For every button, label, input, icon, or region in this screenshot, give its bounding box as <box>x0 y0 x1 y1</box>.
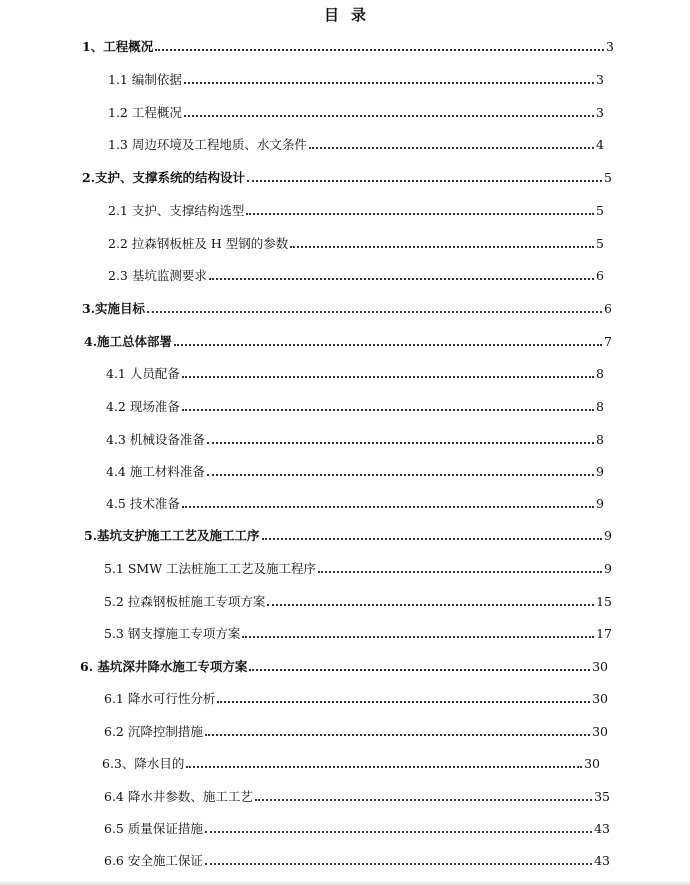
toc-entry[interactable] <box>104 686 608 708</box>
dot-leader <box>207 442 594 444</box>
toc-entry[interactable] <box>80 654 608 676</box>
toc-entry-label: 5.基坑支护施工工艺及施工工序 <box>84 528 260 543</box>
dot-leader <box>217 701 590 703</box>
toc-entry[interactable] <box>102 751 600 773</box>
toc-entry-page: 8 <box>596 366 604 381</box>
toc-entry-page: 7 <box>604 334 612 349</box>
toc-entry-page: 6 <box>596 268 604 283</box>
toc-entry[interactable] <box>106 394 604 416</box>
toc-entry-label: 6.1 降水可行性分析 <box>104 691 216 706</box>
toc-entry-page: 30 <box>584 756 600 771</box>
dot-leader <box>186 766 582 768</box>
toc-entry-page: 9 <box>604 561 612 576</box>
toc-entry-page: 43 <box>594 821 610 836</box>
toc-title: 目录 <box>323 6 378 24</box>
dot-leader <box>209 278 594 280</box>
toc-entry-page: 35 <box>594 789 610 804</box>
toc-entry[interactable] <box>108 67 604 89</box>
toc-entry[interactable] <box>82 34 614 56</box>
toc-entry[interactable] <box>106 459 604 481</box>
toc-entry[interactable] <box>108 263 604 285</box>
toc-entry[interactable] <box>106 491 604 513</box>
dot-leader <box>262 538 602 540</box>
toc-entry[interactable] <box>108 231 604 253</box>
toc-entry[interactable] <box>104 784 610 806</box>
toc-entry-label: 2.2 拉森钢板桩及 H 型钢的参数 <box>108 236 289 251</box>
toc-entry-label: 2.1 支护、支撑结构选型 <box>108 203 245 218</box>
toc-entry[interactable] <box>104 816 610 838</box>
toc-entry[interactable] <box>104 719 608 741</box>
toc-entry[interactable] <box>84 523 612 545</box>
dot-leader <box>205 734 590 736</box>
toc-entry-page: 5 <box>596 203 604 218</box>
toc-entry-page: 9 <box>596 496 604 511</box>
toc-entry-page: 3 <box>606 39 614 54</box>
toc-entry-page: 30 <box>592 659 608 674</box>
toc-entry-label: 1.2 工程概况 <box>108 105 182 120</box>
dot-leader <box>155 49 604 51</box>
toc-entry-page: 3 <box>596 105 604 120</box>
dot-leader <box>246 213 594 215</box>
toc-entry-label: 6.3、降水目的 <box>102 756 185 771</box>
toc-entry-label: 6. 基坑深井降水施工专项方案 <box>80 659 248 674</box>
toc-entry-page: 8 <box>596 432 604 447</box>
toc-entry[interactable] <box>108 198 604 220</box>
dot-leader <box>309 147 594 149</box>
toc-entry-page: 9 <box>596 464 604 479</box>
toc-entry-page: 5 <box>604 170 612 185</box>
dot-leader <box>290 246 594 248</box>
dot-leader <box>242 636 594 638</box>
toc-entry-page: 6 <box>604 301 612 316</box>
toc-entry-page: 3 <box>596 72 604 87</box>
toc-entry-label: 3.实施目标 <box>82 301 146 316</box>
dot-leader <box>207 474 594 476</box>
dot-leader <box>247 180 602 182</box>
toc-entry[interactable] <box>82 296 612 318</box>
toc-entry[interactable] <box>104 556 612 578</box>
toc-entry-label: 5.1 SMW 工法桩施工工艺及施工程序 <box>104 561 317 576</box>
dot-leader <box>184 115 594 117</box>
toc-entry[interactable] <box>82 165 612 187</box>
toc-entry[interactable] <box>108 100 604 122</box>
toc-entry[interactable] <box>104 848 610 870</box>
toc-entry-label: 4.5 技术准备 <box>106 496 180 511</box>
toc-entry-page: 30 <box>592 724 608 739</box>
dot-leader <box>249 669 590 671</box>
toc-entry-label: 6.6 安全施工保证 <box>104 853 203 868</box>
dot-leader <box>174 344 602 346</box>
toc-entry-label: 1.3 周边环境及工程地质、水文条件 <box>108 137 307 152</box>
toc-entry[interactable] <box>104 621 612 643</box>
toc-entry-page: 43 <box>594 853 610 868</box>
dot-leader <box>255 799 592 801</box>
toc-entry-label: 2.支护、支撑系统的结构设计 <box>82 170 246 185</box>
dot-leader <box>205 863 592 865</box>
toc-entry-label: 6.5 质量保证措施 <box>104 821 203 836</box>
toc-entry[interactable] <box>106 361 604 383</box>
toc-entry[interactable] <box>104 589 612 611</box>
dot-leader <box>318 571 602 573</box>
toc-entry-page: 8 <box>596 399 604 414</box>
toc-entry-page: 4 <box>596 137 604 152</box>
toc-entry-label: 4.1 人员配备 <box>106 366 180 381</box>
dot-leader <box>184 82 594 84</box>
toc-entry-label: 4.4 施工材料准备 <box>106 464 205 479</box>
toc-entry-label: 5.3 钢支撑施工专项方案 <box>104 626 241 641</box>
toc-entry[interactable] <box>108 132 604 154</box>
toc-entry-label: 1、工程概况 <box>82 39 154 54</box>
toc-entry-label: 6.4 降水井参数、施工工艺 <box>104 789 253 804</box>
dot-leader <box>182 376 594 378</box>
toc-entry-label: 4.2 现场准备 <box>106 399 180 414</box>
toc-entry[interactable] <box>106 427 604 449</box>
toc-entry-label: 4.施工总体部署 <box>84 334 173 349</box>
dot-leader <box>147 311 602 313</box>
toc-entry-page: 17 <box>596 626 612 641</box>
toc-entry-page: 30 <box>592 691 608 706</box>
toc-entry-label: 6.2 沉降控制措施 <box>104 724 203 739</box>
toc-entry-label: 2.3 基坑监测要求 <box>108 268 207 283</box>
toc-entry-label: 1.1 编制依据 <box>108 72 182 87</box>
toc-entry-label: 5.2 拉森钢板桩施工专项方案 <box>104 594 266 609</box>
toc-entry-page: 5 <box>596 236 604 251</box>
toc-entry-page: 9 <box>604 528 612 543</box>
dot-leader <box>205 831 592 833</box>
toc-entry-label: 4.3 机械设备准备 <box>106 432 205 447</box>
dot-leader <box>182 506 594 508</box>
dot-leader <box>182 409 594 411</box>
toc-entry[interactable] <box>84 329 612 351</box>
toc-entry-page: 15 <box>596 594 612 609</box>
dot-leader <box>267 604 594 606</box>
